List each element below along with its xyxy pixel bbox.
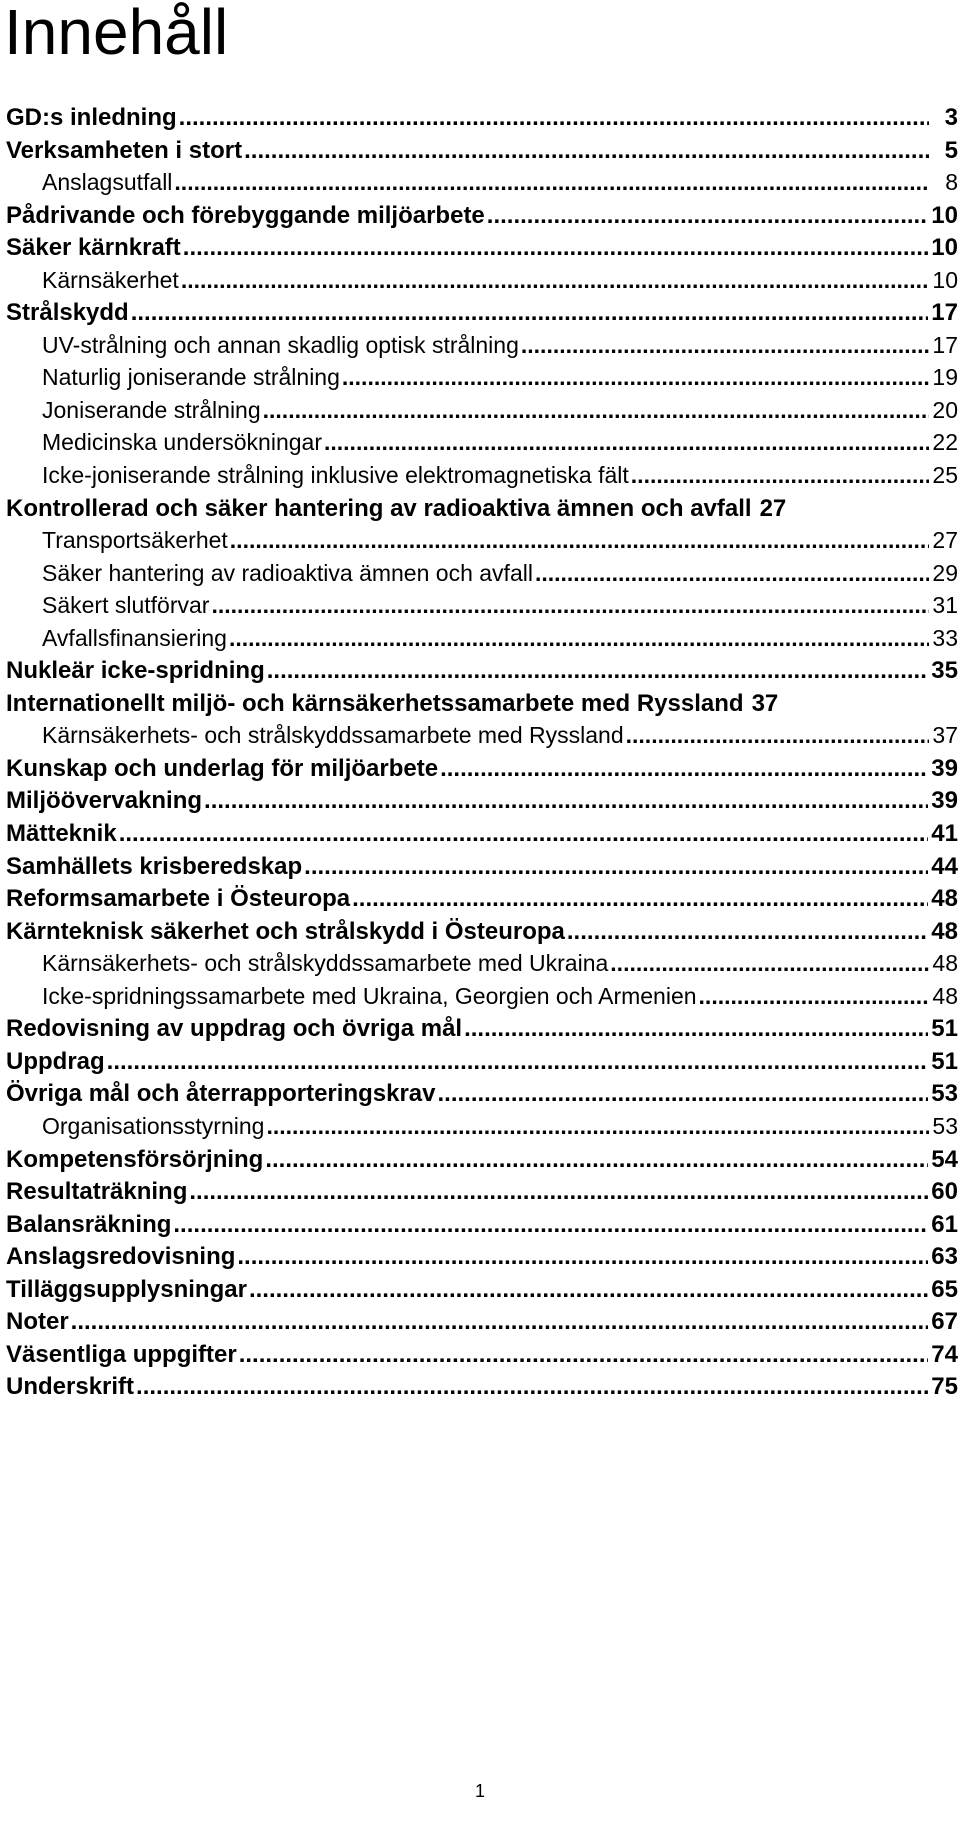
- toc-entry[interactable]: [6, 918, 958, 951]
- toc-entry[interactable]: [6, 690, 958, 723]
- toc-entry-title: Kunskap och underlag för miljöarbete: [6, 754, 439, 782]
- toc-entry[interactable]: [6, 267, 958, 300]
- toc-entry-page: 65: [931, 1275, 958, 1303]
- toc-entry-page: 60: [931, 1178, 958, 1206]
- toc-entry[interactable]: [6, 853, 958, 886]
- toc-entry-page: 3: [944, 104, 958, 131]
- toc-entry[interactable]: [6, 429, 958, 462]
- toc-entry[interactable]: [6, 1373, 958, 1406]
- toc-entry-page: 27: [932, 527, 958, 554]
- toc-entry[interactable]: [6, 527, 958, 560]
- toc-dot-leader: [438, 1080, 929, 1108]
- toc-entry-title: Kontrollerad och säker hantering av radioaktiva ämnen och avfall: [6, 494, 752, 522]
- toc-entry-page: 53: [931, 1080, 958, 1108]
- toc-entry-page: 17: [932, 331, 958, 358]
- toc-entry[interactable]: [6, 332, 958, 365]
- toc-entry-title: Mätteknik: [6, 820, 117, 848]
- toc-dot-leader: [304, 853, 928, 881]
- toc-entry-page: 5: [944, 136, 958, 164]
- toc-entry-page: 51: [931, 1047, 958, 1075]
- toc-entry-page: 63: [931, 1243, 958, 1271]
- toc-entry-page: 37: [751, 689, 779, 717]
- toc-entry-title: Strålskydd: [6, 299, 129, 327]
- toc-entry[interactable]: [6, 1048, 958, 1081]
- toc-dot-leader: [567, 918, 928, 946]
- toc-dot-leader: [183, 234, 929, 262]
- toc-dot-leader: [265, 1146, 928, 1174]
- toc-dot-leader: [266, 1113, 929, 1140]
- toc-entry-title: Noter: [6, 1308, 69, 1336]
- toc-entry[interactable]: [6, 722, 958, 755]
- toc-dot-leader: [610, 950, 929, 977]
- toc-entry-page: 10: [931, 201, 958, 229]
- toc-entry-page: 61: [931, 1210, 958, 1238]
- toc-dot-leader: [263, 397, 929, 424]
- toc-entry[interactable]: [6, 397, 958, 430]
- toc-entry-page: 48: [932, 950, 958, 977]
- toc-dot-leader: [181, 267, 929, 294]
- toc-entry[interactable]: [6, 885, 958, 918]
- toc-entry-title: Kärnsäkerhets- och strålskyddssamarbete med Ukraina: [42, 950, 609, 977]
- toc-dot-leader: [244, 137, 929, 165]
- toc-dot-leader: [173, 1211, 928, 1239]
- toc-entry[interactable]: [6, 1015, 958, 1048]
- toc-entry-title: Övriga mål och återrapporteringskrav: [6, 1080, 436, 1108]
- toc-dot-leader: [119, 820, 929, 848]
- toc-entry-page: 39: [931, 754, 958, 782]
- toc-dot-leader: [626, 722, 929, 749]
- page-title: Innehåll: [4, 0, 229, 68]
- toc-entry[interactable]: [6, 495, 958, 528]
- toc-entry[interactable]: [6, 1113, 958, 1146]
- toc-entry-title: UV-strålning och annan skadlig optisk strålning: [42, 331, 519, 358]
- toc-entry-page: 48: [931, 917, 958, 945]
- toc-entry-page: 22: [932, 429, 958, 456]
- toc-entry[interactable]: [6, 137, 958, 170]
- toc-entry-title: Underskrift: [6, 1373, 135, 1401]
- toc-dot-leader: [229, 625, 929, 652]
- toc-entry-title: Uppdrag: [6, 1047, 105, 1075]
- page-number: 1: [474, 1781, 485, 1801]
- toc-entry-title: Transportsäkerhet: [42, 527, 228, 554]
- toc-dot-leader: [267, 657, 929, 685]
- toc-entry[interactable]: [6, 1211, 958, 1244]
- toc-entry[interactable]: [6, 202, 958, 235]
- toc-dot-leader: [521, 332, 929, 359]
- toc-entry-title: Väsentliga uppgifter: [6, 1340, 237, 1368]
- toc-entry[interactable]: [6, 560, 958, 593]
- toc-entry-page: 8: [945, 169, 958, 196]
- toc-entry[interactable]: [6, 299, 958, 332]
- toc-entry[interactable]: [6, 755, 958, 788]
- toc-entry-page: 54: [931, 1145, 958, 1173]
- toc-entry-title: Icke-spridningssamarbete med Ukraina, Georgien och Armenien: [42, 982, 697, 1009]
- toc-entry-title: Kärnsäkerhet: [42, 266, 179, 293]
- toc-entry[interactable]: [6, 983, 958, 1016]
- toc-dot-leader: [535, 560, 929, 587]
- toc-dot-leader: [352, 885, 928, 913]
- toc-entry[interactable]: [6, 787, 958, 820]
- toc-entry[interactable]: [6, 625, 958, 658]
- toc-entry[interactable]: [6, 592, 958, 625]
- toc-dot-leader: [237, 1243, 928, 1271]
- toc-dot-leader: [464, 1015, 928, 1043]
- toc-entry-title: Samhällets krisberedskap: [6, 852, 303, 880]
- toc-entry-page: 19: [932, 364, 958, 391]
- toc-entry-title: Anslagsutfall: [42, 169, 173, 196]
- toc-entry[interactable]: [6, 657, 958, 690]
- toc-entry[interactable]: [6, 234, 958, 267]
- table-of-contents: [6, 104, 958, 1406]
- toc-entry-title: Resultaträkning: [6, 1178, 188, 1206]
- toc-entry-page: 33: [932, 624, 958, 651]
- toc-dot-leader: [189, 1178, 928, 1206]
- toc-entry-page: 35: [931, 657, 958, 685]
- toc-entry-page: 37: [932, 722, 958, 749]
- toc-entry-title: Naturlig joniserande strålning: [42, 364, 340, 391]
- toc-entry-title: Säker hantering av radioaktiva ämnen och avfall: [42, 559, 533, 586]
- toc-entry-page: 44: [931, 852, 958, 880]
- toc-entry-title: Organisationsstyrning: [42, 1112, 265, 1139]
- toc-entry-page: 10: [931, 234, 958, 262]
- toc-entry-title: Miljöövervakning: [6, 787, 203, 815]
- toc-entry-page: 27: [759, 494, 787, 522]
- toc-entry-title: Säkert slutförvar: [42, 592, 210, 619]
- toc-entry-title: Medicinska undersökningar: [42, 429, 322, 456]
- toc-entry[interactable]: [6, 1341, 958, 1374]
- toc-dot-leader: [699, 983, 929, 1010]
- toc-entry-page: 31: [932, 592, 958, 619]
- toc-dot-leader: [230, 527, 929, 554]
- toc-dot-leader: [179, 104, 929, 132]
- toc-entry-page: 48: [932, 982, 958, 1009]
- toc-entry-title: GD:s inledning: [6, 104, 177, 131]
- toc-entry-page: 20: [932, 396, 958, 423]
- toc-entry-page: 67: [931, 1308, 958, 1336]
- toc-entry-title: Balansräkning: [6, 1210, 172, 1238]
- toc-entry[interactable]: [6, 1276, 958, 1309]
- toc-entry-title: Nukleär icke-spridning: [6, 657, 265, 685]
- toc-entry-title: Avfallsfinansiering: [42, 624, 227, 651]
- toc-dot-leader: [631, 462, 929, 489]
- toc-entry-page: 29: [932, 559, 958, 586]
- toc-entry[interactable]: [6, 364, 958, 397]
- toc-dot-leader: [440, 755, 928, 783]
- toc-entry-page: 75: [931, 1373, 958, 1401]
- toc-entry-title: Verksamheten i stort: [6, 136, 243, 164]
- toc-entry[interactable]: [6, 1308, 958, 1341]
- toc-entry[interactable]: [6, 1080, 958, 1113]
- toc-entry[interactable]: [6, 462, 958, 495]
- toc-dot-leader: [239, 1341, 929, 1369]
- toc-entry-page: 10: [932, 266, 958, 293]
- toc-dot-leader: [204, 787, 928, 815]
- toc-entry-title: Joniserande strålning: [42, 396, 261, 423]
- toc-dot-leader: [487, 202, 929, 230]
- toc-dot-leader: [71, 1308, 929, 1336]
- toc-dot-leader: [324, 429, 929, 456]
- toc-entry-page: 51: [931, 1015, 958, 1043]
- toc-entry-page: 53: [932, 1112, 958, 1139]
- toc-entry-title: Kärnsäkerhets- och strålskyddssamarbete med Ryssland: [42, 722, 624, 749]
- toc-entry-title: Kompetensförsörjning: [6, 1145, 264, 1173]
- toc-dot-leader: [131, 299, 929, 327]
- toc-entry[interactable]: [6, 950, 958, 983]
- toc-entry[interactable]: [6, 104, 958, 137]
- toc-entry-title: Säker kärnkraft: [6, 234, 181, 262]
- toc-entry-page: 25: [932, 462, 958, 489]
- toc-entry-title: Internationellt miljö- och kärnsäkerhetssamarbete med Ryssland: [6, 689, 744, 717]
- toc-entry-page: 39: [931, 787, 958, 815]
- toc-entry-title: Kärnteknisk säkerhet och strålskydd i Östeuropa: [6, 917, 565, 945]
- toc-entry-title: Reformsamarbete i Östeuropa: [6, 885, 351, 913]
- toc-entry-page: 48: [931, 885, 958, 913]
- toc-entry-page: 74: [931, 1340, 958, 1368]
- toc-dot-leader: [249, 1276, 928, 1304]
- toc-entry-title: Anslagsredovisning: [6, 1243, 236, 1271]
- toc-entry-title: Redovisning av uppdrag och övriga mål: [6, 1015, 463, 1043]
- toc-dot-leader: [342, 364, 929, 391]
- toc-dot-leader: [174, 169, 929, 196]
- toc-entry-title: Tilläggsupplysningar: [6, 1275, 247, 1303]
- toc-dot-leader: [211, 592, 929, 619]
- toc-entry[interactable]: [6, 1146, 958, 1179]
- toc-entry[interactable]: [6, 1243, 958, 1276]
- toc-entry[interactable]: [6, 1178, 958, 1211]
- toc-entry-title: Pådrivande och förebyggande miljöarbete: [6, 201, 485, 229]
- toc-entry-title: Icke-joniserande strålning inklusive elektromagnetiska fält: [42, 462, 629, 489]
- toc-entry[interactable]: [6, 820, 958, 853]
- toc-entry-page: 41: [931, 820, 958, 848]
- toc-entry-page: 17: [931, 299, 958, 327]
- toc-dot-leader: [107, 1048, 929, 1076]
- toc-entry[interactable]: [6, 169, 958, 202]
- toc-dot-leader: [136, 1373, 928, 1401]
